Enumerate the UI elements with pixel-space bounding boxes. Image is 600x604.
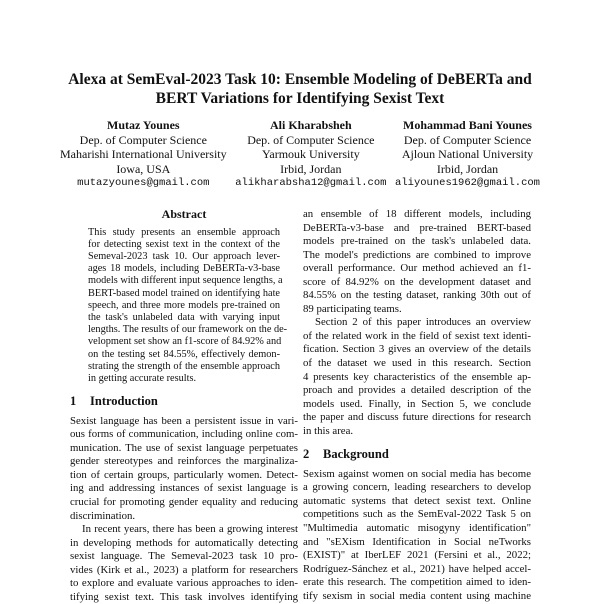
- author-name: Mutaz Younes: [107, 118, 180, 132]
- text-line: discrimination.: [70, 509, 136, 522]
- section-heading-introduction: [70, 395, 298, 409]
- author-dept: Dep. of Computer Science: [247, 132, 375, 147]
- text-line: DeBERTa-v3-base and pre-trained BERT-based: [303, 221, 531, 234]
- text-line: of the dataset we used in this research. Section: [303, 357, 531, 370]
- text-line: "Multimedia automatic misogyny identification": [303, 522, 531, 535]
- text-line: This study presents an ensemble approach: [88, 226, 280, 238]
- text-line: for detecting sexist text in the context of the: [88, 238, 280, 250]
- text-line: automatic systems that detect sexist text. Online: [303, 494, 531, 507]
- author-email: aliyounes1962@gmail.com: [395, 177, 540, 189]
- text-line: a growing concern, leading researchers to develop: [303, 481, 531, 494]
- author-univ: Maharishi International University: [60, 147, 227, 161]
- author: [235, 118, 386, 191]
- text-line: ous forms of communication, including online com-: [70, 428, 298, 441]
- author-email: alikharabsha12@gmail.com: [235, 177, 387, 189]
- text-line: ing and addressing instances of sexist language is: [70, 482, 298, 495]
- author: [395, 118, 540, 191]
- author-loc: Irbid, Jordan: [436, 161, 499, 176]
- text-line: Section 2 of this paper introduces an overview: [315, 316, 531, 329]
- text-line: models pre-trained on the task's unlabeled data.: [303, 235, 531, 248]
- text-line: 89 participating teams.: [303, 302, 402, 315]
- text-line: ages 18 models, including DeBERTa-v3-base: [88, 263, 280, 275]
- text-line: Sexist language has been a persistent issue in vari-: [70, 414, 298, 427]
- text-line: to explore and evaluate various approaches to iden-: [70, 577, 298, 590]
- text-line: models used. Finally, in Section 5, we conclude: [303, 397, 531, 410]
- title-line: BERT Variations for Identifying Sexist Text: [155, 90, 445, 107]
- author-loc: Irbid, Jordan: [280, 161, 342, 176]
- intro-paragraph-2: [70, 523, 298, 604]
- author-univ: Yarmouk University: [261, 147, 360, 161]
- text-line: the task's unlabeled data with varying input: [88, 311, 280, 323]
- text-line: Rodríguez-Sánchez et al., 2021) have helped accel-: [303, 562, 531, 575]
- text-line: the paper and discuss future directions for research: [303, 411, 531, 424]
- section-heading-background: [303, 448, 531, 462]
- text-line: tion of certain groups, particularly women. Detect-: [70, 468, 298, 481]
- right-column: [303, 208, 531, 603]
- text-line: in developing methods for automatically detecting: [70, 536, 298, 549]
- text-line: sexist language. The Semeval-2023 task 10 pro-: [70, 550, 298, 563]
- text-line: speech, and three more models pre-trained on: [88, 299, 280, 311]
- text-line: in getting accurate results.: [88, 372, 197, 384]
- background-paragraph-1: [303, 468, 531, 603]
- text-line: gender stereotypes and reinforces the marginaliza-: [70, 455, 298, 468]
- author-dept: Dep. of Computer Science: [79, 132, 207, 147]
- text-line: fication. Section 3 gives an overview of the details: [303, 343, 531, 356]
- text-line: lengths. The results of our framework on the de-: [88, 324, 288, 336]
- abstract-heading: Abstract: [161, 207, 207, 221]
- text-line: vides (Kirk et al., 2023) a platform for researchers: [70, 563, 298, 576]
- author-block: [60, 118, 540, 191]
- text-line: an ensemble of 18 different models, including: [303, 208, 531, 220]
- abstract-body: [88, 226, 288, 386]
- text-line: crucial for promoting gender equality and reducing: [70, 496, 298, 509]
- author-loc: Iowa, USA: [116, 161, 171, 176]
- author-name: Mohammad Bani Younes: [403, 118, 532, 132]
- text-line: 84.55% on the testing dataset, ranking 30th out of: [303, 289, 531, 302]
- author-name: Ali Kharabsheh: [269, 118, 352, 132]
- text-line: competitions such as the SemEval-2022 Task 5 on: [303, 508, 531, 521]
- intro-paragraph-3: [303, 208, 531, 316]
- paper-title: [0, 70, 600, 108]
- text-line: (EXIST)" at IberLEF 2021 (Fersini et al., 2022;: [303, 549, 531, 562]
- text-line: The model's predictions are combined to improve: [303, 248, 531, 261]
- text-line: strating the strength of the ensemble approach: [88, 360, 280, 372]
- text-line: proach and provides a detailed description of the: [303, 384, 531, 397]
- text-line: and "sEXism Identification in Social neTworks: [303, 535, 531, 548]
- text-line: velopment set show an f1-score of 84.92% and: [88, 336, 282, 348]
- title-line: Alexa at SemEval-2023 Task 10: Ensemble Modeling of DeBERTa and: [68, 71, 532, 88]
- text-line: Sexism against women on social media has become: [303, 467, 531, 480]
- author-email: mutazyounes@gmail.com: [77, 177, 210, 189]
- section-number: 2: [303, 447, 310, 462]
- text-line: 4 presents key characteristics of the ensemble ap-: [303, 370, 531, 383]
- text-line: BERT-based model trained on identifying hate: [88, 287, 280, 299]
- section-title: Background: [323, 447, 389, 462]
- text-line: score of 84.92% on the development dataset and: [303, 275, 531, 288]
- text-line: Semeval-2023 task 10. Our approach lever-: [88, 250, 280, 262]
- text-line: in this area.: [303, 424, 354, 437]
- text-line: erate this research. The competition aimed to iden-: [303, 576, 531, 589]
- text-line: munication. The use of sexist language perpetuates: [70, 441, 298, 454]
- intro-paragraph-4: [303, 316, 531, 438]
- text-line: tifying sexist text. This task involves identifying: [70, 590, 298, 603]
- intro-paragraph-1: [70, 415, 298, 523]
- text-line: models with different input sequence lengths, a: [88, 275, 283, 287]
- section-number: 1: [70, 394, 77, 409]
- text-line: of the related work in the field of sexist text identi-: [303, 329, 531, 342]
- author: [60, 118, 227, 191]
- text-line: tify sexism in social media content using machine: [303, 589, 531, 602]
- section-title: Introduction: [90, 394, 158, 409]
- left-column: [70, 208, 298, 604]
- author-univ: Ajloun National University: [401, 147, 534, 161]
- text-line: on the testing set 84.55%, effectively demon-: [88, 348, 280, 360]
- text-line: overall performance. Our method achieved an f1-: [303, 262, 531, 275]
- author-dept: Dep. of Computer Science: [403, 132, 532, 147]
- text-line: In recent years, there has been a growing interest: [82, 523, 298, 536]
